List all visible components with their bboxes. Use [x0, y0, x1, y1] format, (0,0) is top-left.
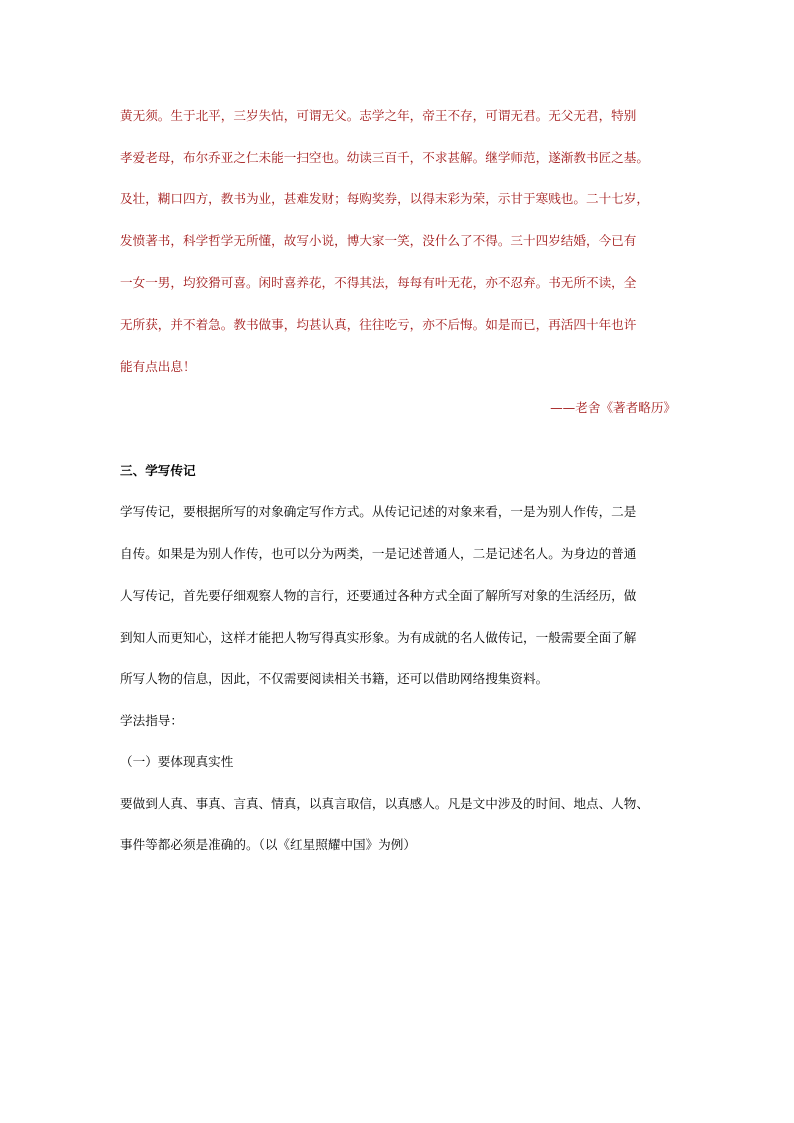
quote-line-2: 孝爱老母，布尔乔亚之仁未能一扫空也。幼读三百千，不求甚解。继学师范，遂渐教书匠之基。 — [120, 150, 649, 165]
paragraph-line-2: 自传。如果是为别人作传，也可以分为两类，一是记述普通人，二是记述名人。为身边的普通 — [120, 546, 637, 561]
sub-paragraph-line-2: 事件等都必须是准确的。（以《红星照耀中国》为例） — [120, 837, 416, 852]
quote-line-7: 能有点出息！ — [120, 359, 196, 374]
quote-attribution: ——老舍《著者略历》 — [550, 400, 676, 415]
section-heading: 三、学写传记 — [120, 463, 196, 478]
quote-line-4: 发愤著书，科学哲学无所懂，故写小说，博大家一笑，没什么了不得。三十四岁结婚，今已有 — [120, 233, 637, 248]
quote-line-5: 一女一男，均狡猾可喜。闲时喜养花，不得其法，每每有叶无花，亦不忍弃。书无所不读，全 — [120, 275, 637, 290]
quote-line-1: 黄无须。生于北平，三岁失怙，可谓无父。志学之年，帝王不存，可谓无君。无父无君，特别 — [120, 108, 637, 123]
subheading: （一）要体现真实性 — [120, 754, 234, 769]
paragraph-line-4: 到知人而更知心，这样才能把人物写得真实形象。为有成就的名人做传记，一般需要全面了解 — [120, 630, 637, 645]
quote-line-6: 无所获，并不着急。教书做事，均甚认真，往往吃亏，亦不后悔。如是而已，再活四十年也许 — [120, 317, 637, 332]
paragraph-line-1: 学写传记，要根据所写的对象确定写作方式。从传记记述的对象来看，一是为别人作传，二是 — [120, 504, 637, 519]
paragraph-line-5: 所写人物的信息，因此，不仅需要阅读相关书籍，还可以借助网络搜集资料。 — [120, 671, 549, 686]
guide-label: 学法指导： — [120, 713, 183, 728]
sub-paragraph-line-1: 要做到人真、事真、言真、情真，以真言取信，以真感人。凡是文中涉及的时间、地点、人物、 — [120, 796, 649, 811]
quote-line-3: 及壮，糊口四方，教书为业，甚难发财；每购奖券，以得末彩为荣，示甘于寒贱也。二十七岁， — [120, 191, 649, 206]
paragraph-line-3: 人写传记，首先要仔细观察人物的言行，还要通过各种方式全面了解所写对象的生活经历，做 — [120, 588, 637, 603]
